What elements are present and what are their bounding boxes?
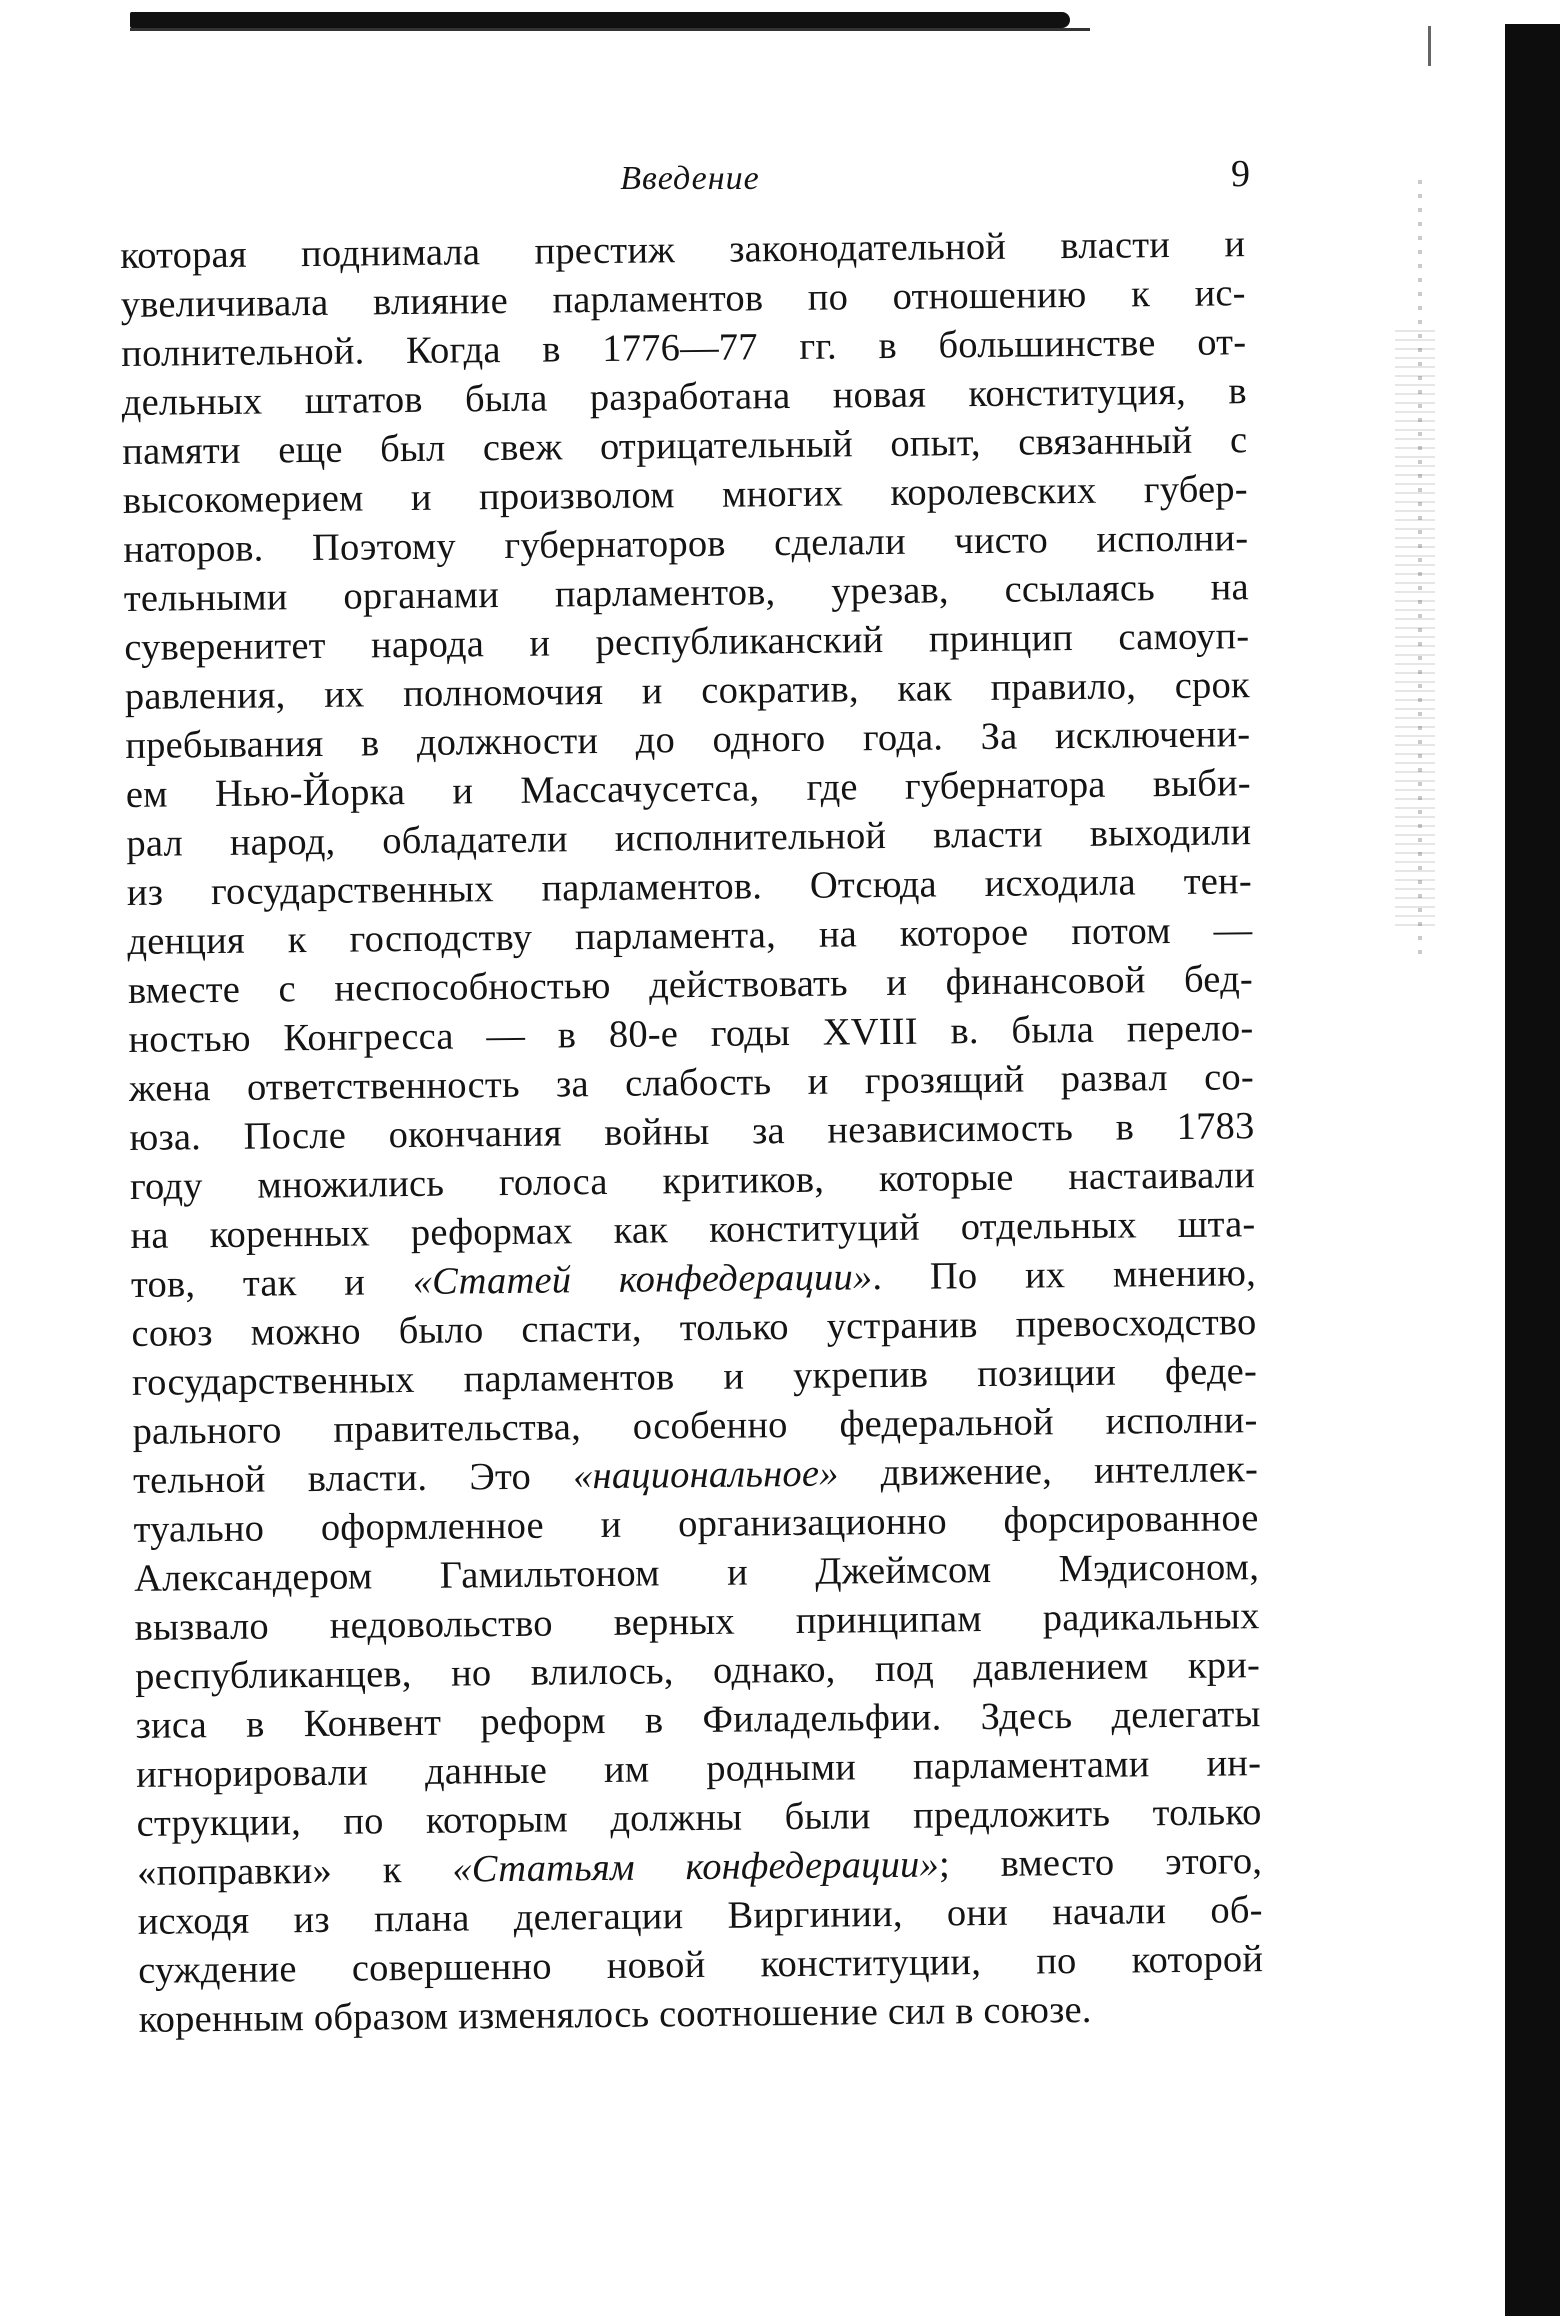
text-line: суверенитет народа и республиканский принцип самоуп-: [124, 615, 1250, 669]
text-run: . По их мнению,: [872, 1252, 1257, 1299]
text-line: пребывания в должности до одного года. За исключени-: [125, 713, 1251, 767]
scan-speckle: [1395, 330, 1435, 930]
italic-title: «Статьям конфедерации»: [452, 1843, 940, 1891]
text-line: струкции, по которым должны были предложить только: [136, 1791, 1262, 1845]
scan-edge-top: [130, 12, 1070, 28]
text-run: «поправки» к: [136, 1848, 453, 1894]
text-line: союз можно было спасти, только устранив превосходство: [131, 1301, 1257, 1355]
text-line: государственных парламентов и укрепив позиции феде-: [131, 1350, 1258, 1404]
text-line: равления, их полномочия и сократив, как правило, срок: [124, 664, 1251, 718]
text-line: туально оформленное и организационно форсированное: [133, 1497, 1259, 1551]
text-line: исходя из плана делегации Виргинии, они начали об-: [137, 1889, 1263, 1943]
text-line: памяти еще был свеж отрицательный опыт, связанный с: [122, 419, 1248, 473]
text-line: зиса в Конвент реформ в Филадельфии. Здесь делегаты: [135, 1693, 1261, 1747]
italic-term: «национальное»: [572, 1452, 839, 1498]
text-line: наторов. Поэтому губернаторов сделали чисто исполни-: [123, 517, 1249, 571]
scan-edge-top-line: [130, 28, 1090, 31]
text-line: суждение совершенно новой конституции, по которой: [137, 1938, 1264, 1992]
text-line: рал народ, обладатели исполнительной власти выходили: [126, 811, 1252, 865]
italic-title: «Статей конфедерации»: [412, 1256, 873, 1303]
text-line: которая поднимала престиж законодательной власти и: [120, 223, 1246, 277]
text-run: тельной власти. Это: [132, 1455, 574, 1502]
running-title: Введение: [620, 160, 760, 197]
scan-edge-right: [1505, 24, 1560, 2316]
scan-mark: [1428, 26, 1431, 66]
body-text: [120, 220, 1264, 2045]
page-number: 9: [1231, 153, 1250, 195]
text-line: дельных штатов была разработана новая конституция, в: [121, 370, 1247, 424]
text-line: республиканцев, но влилось, однако, под давлением кри-: [134, 1644, 1261, 1698]
text-run: тов, так и: [130, 1260, 413, 1306]
text-line: вместе с неспособностью действовать и финансовой бед-: [127, 958, 1254, 1012]
text-line: юза. После окончания войны за независимость в 1783: [129, 1105, 1255, 1159]
text-line: высокомерием и произволом многих королевских губер-: [122, 468, 1248, 522]
text-line: на коренных реформах как конституций отдельных шта-: [130, 1203, 1256, 1257]
text-line: рального правительства, особенно федеральной исполни-: [132, 1399, 1258, 1453]
text-line: денция к господству парламента, на которое потом —: [127, 909, 1253, 963]
scan-speckle-line: [1418, 180, 1422, 960]
text-line: вызвало недовольство верных принципам радикальных: [134, 1595, 1260, 1649]
text-line: жена ответственность за слабость и грозящий развал со-: [128, 1056, 1255, 1110]
text-line: году множились голоса критиков, которые настаивали: [129, 1154, 1256, 1208]
text-line: тельными органами парламентов, урезав, ссылаясь на: [123, 566, 1250, 620]
text-line: Александером Гамильтоном и Джеймсом Мэдисоном,: [133, 1546, 1260, 1600]
text-line: из государственных парламентов. Отсюда исходила тен-: [126, 860, 1253, 914]
text-line: ем Нью-Йорка и Массачусетса, где губернатора выби-: [125, 762, 1252, 816]
text-line: увеличивала влияние парламентов по отношению к ис-: [120, 272, 1246, 326]
text-run: ; вместо этого,: [938, 1840, 1263, 1886]
text-line: ностью Конгресса — в 80-е годы XVIII в. была перело-: [128, 1007, 1254, 1061]
text-line: полнительной. Когда в 1776—77 гг. в большинстве от-: [121, 321, 1247, 375]
text-line: игнорировали данные им родными парламентами ин-: [135, 1742, 1262, 1796]
text-run: движение, интеллек-: [838, 1448, 1259, 1495]
text-line: коренным образом изменялось соотношение сил в союзе.: [138, 1988, 1092, 2041]
